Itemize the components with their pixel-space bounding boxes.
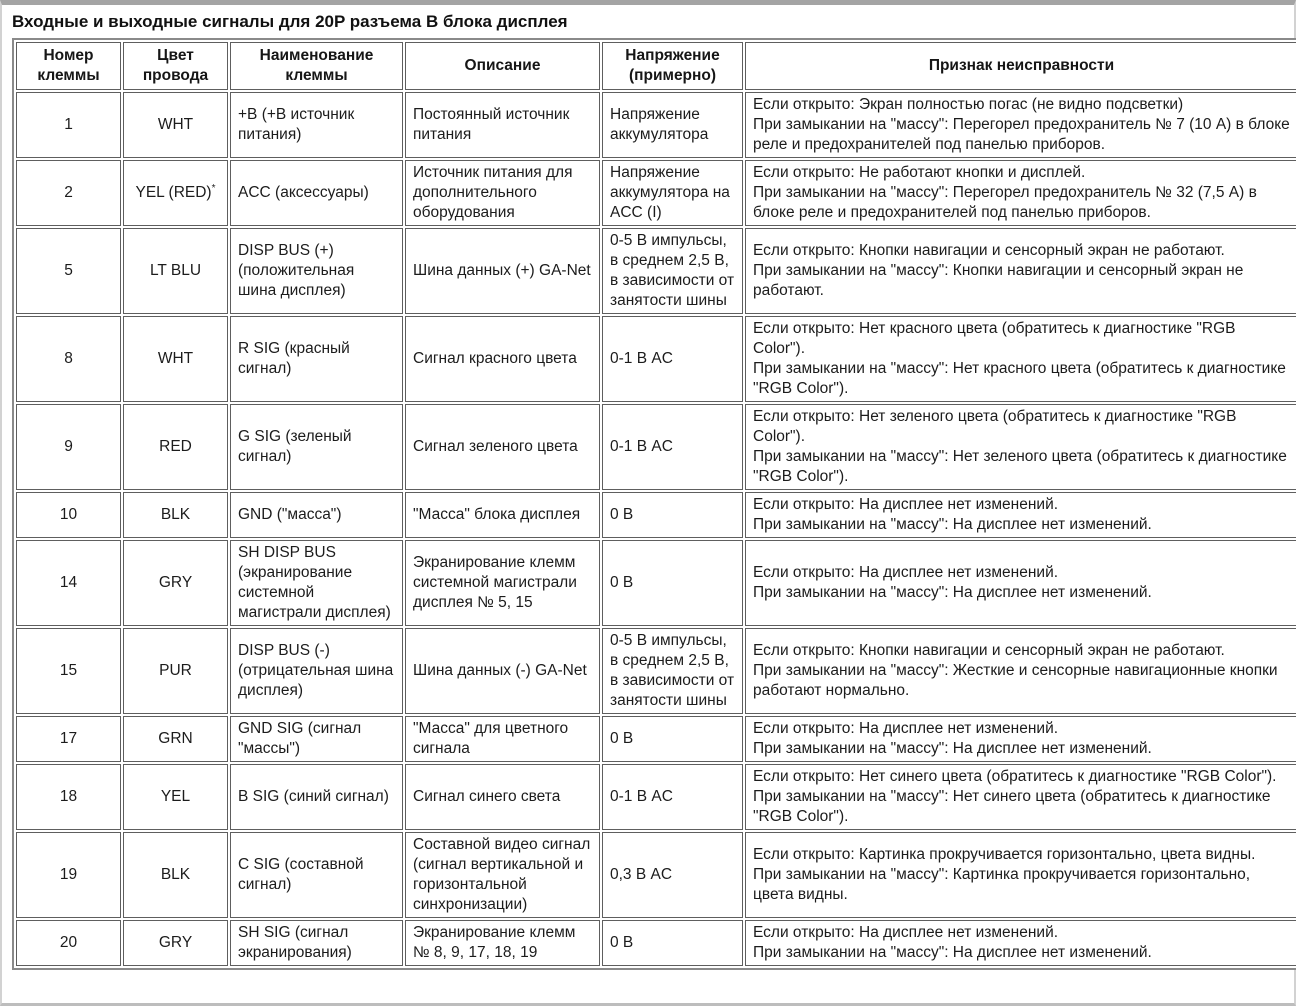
table-row bbox=[16, 160, 1296, 226]
fault-symptom-cell bbox=[745, 832, 1296, 918]
terminal-number-cell: 17 bbox=[16, 716, 121, 762]
wire-color-value: WHT bbox=[157, 116, 194, 133]
fault-if-shorted-text: При замыкании на "массу": Нет зеленого цвета (обратитесь к диагностике "RGB Color"). bbox=[753, 448, 1287, 485]
table-row bbox=[16, 316, 1296, 402]
fault-if-open-text: Если открыто: На дисплее нет изменений. bbox=[753, 720, 1059, 737]
fault-symptom-cell bbox=[745, 228, 1296, 314]
voltage-cell: 0-1 В AC bbox=[602, 764, 743, 830]
table-row bbox=[16, 228, 1296, 314]
terminal-number-cell: 14 bbox=[16, 540, 121, 626]
fault-symptom-cell bbox=[745, 404, 1296, 490]
terminal-number-cell: 18 bbox=[16, 764, 121, 830]
terminal-number-cell: 10 bbox=[16, 492, 121, 538]
fault-if-open-text: Если открыто: Не работают кнопки и дисплей. bbox=[753, 164, 1086, 181]
voltage-cell: 0 В bbox=[602, 920, 743, 966]
table-row bbox=[16, 920, 1296, 966]
terminal-number-cell: 19 bbox=[16, 832, 121, 918]
voltage-cell: 0-5 В импульсы, в среднем 2,5 В, в зависимости от занятости шины bbox=[602, 628, 743, 714]
fault-if-open-text: Если открыто: Кнопки навигации и сенсорный экран не работают. bbox=[753, 242, 1225, 259]
table-row bbox=[16, 492, 1296, 538]
wire-color-value: YEL bbox=[160, 788, 191, 805]
wire-color-cell bbox=[123, 92, 228, 158]
description-cell: "Масса" блока дисплея bbox=[405, 492, 600, 538]
voltage-cell: 0 В bbox=[602, 492, 743, 538]
terminal-number-cell: 15 bbox=[16, 628, 121, 714]
description-cell: "Масса" для цветного сигнала bbox=[405, 716, 600, 762]
terminal-number-cell: 5 bbox=[16, 228, 121, 314]
voltage-cell: 0,3 В AC bbox=[602, 832, 743, 918]
fault-if-open-text: Если открыто: Нет синего цвета (обратитесь к диагностике "RGB Color"). bbox=[753, 768, 1277, 785]
terminal-number-cell: 2 bbox=[16, 160, 121, 226]
wire-color-value: BLK bbox=[160, 866, 191, 883]
terminal-name-cell: GND ("масса") bbox=[230, 492, 403, 538]
signal-table bbox=[12, 38, 1296, 970]
table-row bbox=[16, 92, 1296, 158]
wire-color-value: WHT bbox=[157, 350, 194, 367]
wire-color-value: GRY bbox=[158, 574, 193, 591]
voltage-cell: 0-5 В импульсы, в среднем 2,5 В, в зависимости от занятости шины bbox=[602, 228, 743, 314]
fault-if-shorted-text: При замыкании на "массу": На дисплее нет изменений. bbox=[753, 944, 1152, 961]
terminal-name-cell: G SIG (зеленый сигнал) bbox=[230, 404, 403, 490]
fault-if-shorted-text: При замыкании на "массу": На дисплее нет изменений. bbox=[753, 516, 1152, 533]
column-header-fault-symptom: Признак неисправности bbox=[745, 42, 1296, 90]
fault-if-open-text: Если открыто: Нет зеленого цвета (обратитесь к диагностике "RGB Color"). bbox=[753, 408, 1237, 445]
fault-if-open-text: Если открыто: На дисплее нет изменений. bbox=[753, 496, 1059, 513]
wire-color-cell bbox=[123, 832, 228, 918]
fault-if-shorted-text: При замыкании на "массу": Нет синего цвета (обратитесь к диагностике "RGB Color"). bbox=[753, 788, 1271, 825]
wire-color-cell bbox=[123, 764, 228, 830]
fault-symptom-cell bbox=[745, 920, 1296, 966]
wire-color-cell bbox=[123, 628, 228, 714]
fault-symptom-cell bbox=[745, 628, 1296, 714]
terminal-name-cell: SH SIG (сигнал экранирования) bbox=[230, 920, 403, 966]
wire-color-value: RED bbox=[159, 438, 192, 455]
signal-table-body bbox=[16, 92, 1296, 966]
description-cell: Составной видео сигнал (сигнал вертикальной и горизонтальной синхронизации) bbox=[405, 832, 600, 918]
wire-color-cell bbox=[123, 920, 228, 966]
fault-if-shorted-text: При замыкании на "массу": Перегорел предохранитель № 32 (7,5 А) в блоке реле и предохранителей под панелью приборов. bbox=[753, 184, 1257, 221]
wire-color-cell bbox=[123, 716, 228, 762]
fault-if-shorted-text: При замыкании на "массу": Перегорел предохранитель № 7 (10 А) в блоке реле и предохранителей под панелью приборов. bbox=[753, 116, 1290, 153]
wire-color-cell bbox=[123, 228, 228, 314]
fault-if-open-text: Если открыто: На дисплее нет изменений. bbox=[753, 564, 1059, 581]
wire-color-value: GRY bbox=[158, 934, 193, 951]
fault-symptom-cell bbox=[745, 492, 1296, 538]
terminal-name-cell: B SIG (синий сигнал) bbox=[230, 764, 403, 830]
column-header-description: Описание bbox=[405, 42, 600, 90]
wire-color-value: BLK bbox=[160, 506, 191, 523]
fault-symptom-cell bbox=[745, 716, 1296, 762]
fault-symptom-cell bbox=[745, 92, 1296, 158]
footnote-asterisk: * bbox=[211, 182, 216, 194]
terminal-number-cell: 8 bbox=[16, 316, 121, 402]
voltage-cell: Напряжение аккумулятора bbox=[602, 92, 743, 158]
terminal-number-cell: 20 bbox=[16, 920, 121, 966]
wire-color-value: YEL (RED) bbox=[135, 184, 212, 201]
column-header-voltage: Напряжение (примерно) bbox=[602, 42, 743, 90]
fault-symptom-cell bbox=[745, 316, 1296, 402]
wire-color-cell bbox=[123, 404, 228, 490]
fault-if-shorted-text: При замыкании на "массу": Кнопки навигации и сенсорный экран не работают. bbox=[753, 262, 1244, 299]
voltage-cell: 0-1 В AC bbox=[602, 404, 743, 490]
fault-if-open-text: Если открыто: Картинка прокручивается горизонтально, цвета видны. bbox=[753, 846, 1256, 863]
table-row bbox=[16, 832, 1296, 918]
terminal-name-cell: ACC (аксессуары) bbox=[230, 160, 403, 226]
fault-if-shorted-text: При замыкании на "массу": На дисплее нет изменений. bbox=[753, 740, 1152, 757]
wire-color-cell bbox=[123, 160, 228, 226]
fault-if-open-text: Если открыто: Экран полностью погас (не видно подсветки) bbox=[753, 96, 1184, 113]
terminal-name-cell: DISP BUS (+) (положительная шина дисплея) bbox=[230, 228, 403, 314]
page-title: Входные и выходные сигналы для 20P разъема В блока дисплея bbox=[12, 12, 568, 31]
column-header-terminal-number: Номер клеммы bbox=[16, 42, 121, 90]
fault-if-open-text: Если открыто: На дисплее нет изменений. bbox=[753, 924, 1059, 941]
wire-color-cell bbox=[123, 316, 228, 402]
terminal-name-cell: GND SIG (сигнал "массы") bbox=[230, 716, 403, 762]
wire-color-cell bbox=[123, 540, 228, 626]
column-header-wire-color: Цвет провода bbox=[123, 42, 228, 90]
description-cell: Шина данных (-) GA-Net bbox=[405, 628, 600, 714]
fault-if-open-text: Если открыто: Нет красного цвета (обратитесь к диагностике "RGB Color"). bbox=[753, 320, 1236, 357]
terminal-name-cell: C SIG (составной сигнал) bbox=[230, 832, 403, 918]
fault-if-shorted-text: При замыкании на "массу": Картинка прокручивается горизонтально, цвета видны. bbox=[753, 866, 1251, 903]
voltage-cell: 0 В bbox=[602, 716, 743, 762]
fault-if-open-text: Если открыто: Кнопки навигации и сенсорный экран не работают. bbox=[753, 642, 1225, 659]
fault-symptom-cell bbox=[745, 540, 1296, 626]
description-cell: Сигнал красного цвета bbox=[405, 316, 600, 402]
fault-if-shorted-text: При замыкании на "массу": Жесткие и сенсорные навигационные кнопки работают нормально. bbox=[753, 662, 1278, 699]
description-cell: Шина данных (+) GA-Net bbox=[405, 228, 600, 314]
fault-if-shorted-text: При замыкании на "массу": Нет красного цвета (обратитесь к диагностике "RGB Color"). bbox=[753, 360, 1286, 397]
description-cell: Экранирование клемм № 8, 9, 17, 18, 19 bbox=[405, 920, 600, 966]
table-row bbox=[16, 716, 1296, 762]
description-cell: Экранирование клемм системной магистрали дисплея № 5, 15 bbox=[405, 540, 600, 626]
description-cell: Сигнал синего света bbox=[405, 764, 600, 830]
table-header-row bbox=[16, 42, 1296, 90]
description-cell: Постоянный источник питания bbox=[405, 92, 600, 158]
fault-if-shorted-text: При замыкании на "массу": На дисплее нет изменений. bbox=[753, 584, 1152, 601]
terminal-number-cell: 1 bbox=[16, 92, 121, 158]
wire-color-value: PUR bbox=[159, 662, 192, 679]
terminal-number-cell: 9 bbox=[16, 404, 121, 490]
table-row bbox=[16, 404, 1296, 490]
terminal-name-cell: SH DISP BUS (экранирование системной магистрали дисплея) bbox=[230, 540, 403, 626]
description-cell: Сигнал зеленого цвета bbox=[405, 404, 600, 490]
fault-symptom-cell bbox=[745, 160, 1296, 226]
fault-symptom-cell bbox=[745, 764, 1296, 830]
table-row bbox=[16, 628, 1296, 714]
terminal-name-cell: DISP BUS (-) (отрицательная шина дисплея) bbox=[230, 628, 403, 714]
terminal-name-cell: R SIG (красный сигнал) bbox=[230, 316, 403, 402]
voltage-cell: Напряжение аккумулятора на ACC (I) bbox=[602, 160, 743, 226]
table-row bbox=[16, 764, 1296, 830]
description-cell: Источник питания для дополнительного оборудования bbox=[405, 160, 600, 226]
terminal-name-cell: +B (+B источник питания) bbox=[230, 92, 403, 158]
wire-color-cell bbox=[123, 492, 228, 538]
wire-color-value: LT BLU bbox=[149, 262, 202, 279]
voltage-cell: 0-1 В AC bbox=[602, 316, 743, 402]
voltage-cell: 0 В bbox=[602, 540, 743, 626]
table-row bbox=[16, 540, 1296, 626]
wire-color-value: GRN bbox=[158, 730, 193, 747]
column-header-terminal-name: Наименование клеммы bbox=[230, 42, 403, 90]
